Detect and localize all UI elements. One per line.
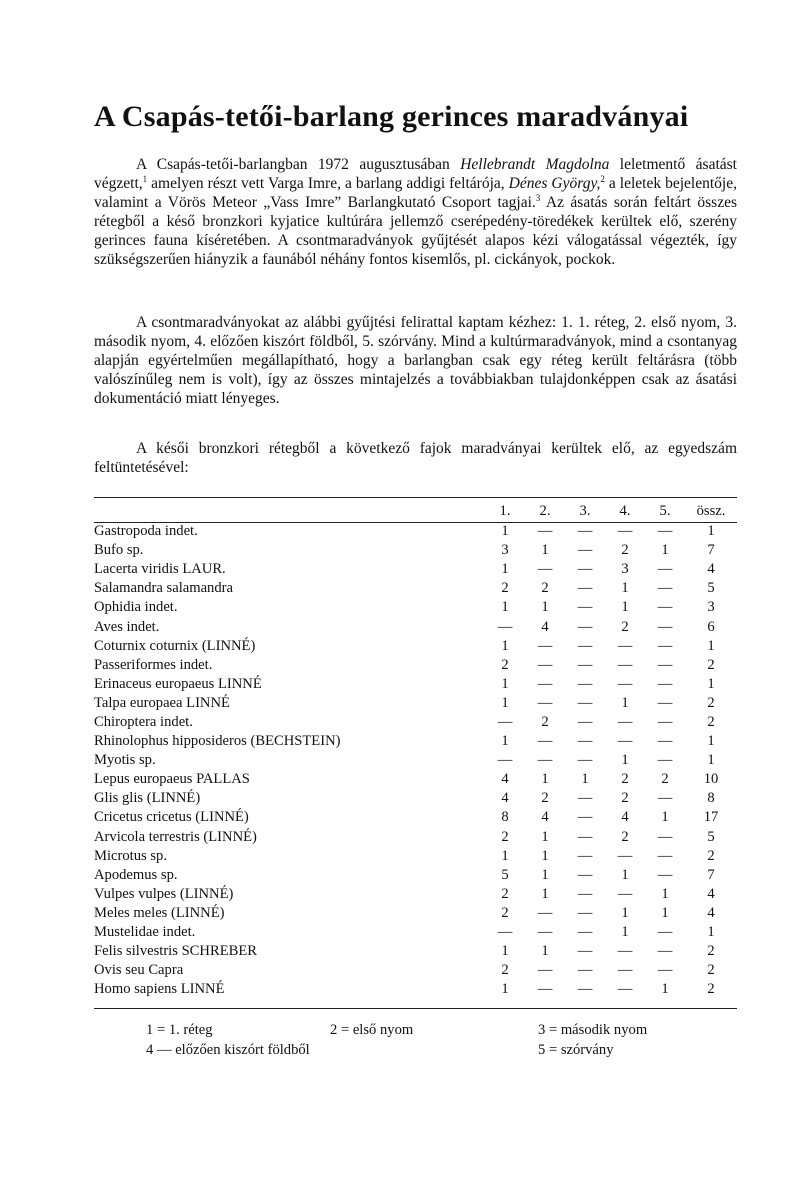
table-row [94,980,737,999]
count-cell-2: 2 [541,580,549,597]
count-cell-1: 1 [501,981,509,998]
table-bottom-rule [94,1008,737,1009]
count-cell-5: — [657,580,673,597]
species-name: Salamandra salamandra [94,580,233,597]
table-top-rule [94,497,737,498]
count-cell-3: — [577,885,593,902]
species-name: Lacerta viridis LAUR. [94,561,226,578]
count-cell-1: 1 [501,523,509,540]
count-cell-2: 4 [541,809,549,826]
count-cell-5: — [657,523,673,540]
paragraph-table-intro [94,440,737,478]
intro-text-e: Az ásatás során feltárt összes rétegből a késő bronzkori kyjatice kultúrára jellemző cserépedény-töredékek kerültek elő, szerény gerinces fauna kíséretében. A csontmaradványok gyűjtését alapos kézi válogatással végezték, így szükségszerűen hiányzik a faunából néhány fontos kisemlős, pl. cickányok, pockok. [94,193,737,268]
legend-item-2: 2 = első nyom [330,1022,414,1038]
count-cell-2: — [537,733,553,750]
table-row [94,732,737,751]
count-cell-5: — [657,962,673,979]
count-cell-4: 2 [621,618,629,635]
count-cell-5: — [657,790,673,807]
count-cell-4: — [617,962,633,979]
count-cell-3: — [577,675,593,692]
count-cell-5: — [657,733,673,750]
count-cell-4: 2 [621,542,629,559]
count-total: 8 [707,790,715,807]
count-cell-2: — [537,962,553,979]
intro-text-a: A Csapás-tetői-barlangban 1972 augusztusában [136,156,461,173]
count-cell-3: — [577,637,593,654]
count-total: 4 [707,885,715,902]
species-name: Felis silvestris SCHREBER [94,943,257,960]
species-name: Ophidia indet. [94,599,178,616]
count-cell-1: 1 [501,694,509,711]
count-cell-4: — [617,733,633,750]
count-cell-4: 2 [621,790,629,807]
count-cell-1: 2 [501,904,509,921]
count-total: 2 [707,981,715,998]
count-cell-5: 1 [661,885,669,902]
count-cell-1: 1 [501,733,509,750]
footnote-ref-1: 1 [142,173,148,184]
count-total: 4 [707,561,715,578]
count-cell-3: — [577,924,593,941]
count-cell-4: 4 [621,809,629,826]
footnote-ref-2: 2 [600,173,605,184]
count-cell-2: — [537,904,553,921]
table-row [94,579,737,598]
count-cell-1: 2 [501,656,509,673]
table-row [94,789,737,808]
count-cell-3: — [577,847,593,864]
count-cell-2: — [537,752,553,769]
column-header-4: 4. [619,502,631,519]
count-total: 3 [707,599,715,616]
table-row [94,751,737,770]
count-cell-1: 4 [501,790,509,807]
count-cell-3: — [577,580,593,597]
count-cell-1: 4 [501,771,509,788]
count-cell-1: 8 [501,809,509,826]
intro-text-b: leletmentő ásatást végzett, [94,156,737,192]
count-cell-4: 2 [621,771,629,788]
table-row [94,598,737,617]
species-name: Passeriformes indet. [94,656,213,673]
table-row [94,942,737,961]
count-cell-1: — [497,752,513,769]
count-cell-3: — [577,790,593,807]
paragraph-intro [94,156,737,269]
count-cell-1: 1 [501,943,509,960]
intro-text-d: a leletek bejelentője, valamint a Vörös Meteor „Vass Imre” Barlangkutató Csoport tagjai. [94,174,737,211]
count-cell-2: — [537,675,553,692]
count-cell-3: — [577,542,593,559]
count-cell-3: — [577,618,593,635]
count-cell-4: 1 [621,580,629,597]
count-cell-3: — [577,599,593,616]
count-cell-5: 2 [661,771,669,788]
count-cell-5: — [657,752,673,769]
column-header-1: 1. [499,502,511,519]
legend-item-5: 5 = szórvány [538,1042,614,1058]
count-cell-4: — [617,713,633,730]
species-name: Talpa europaea LINNÉ [94,694,230,711]
table-row [94,713,737,732]
count-cell-3: — [577,713,593,730]
footnote-ref-3: 3 [535,192,541,203]
legend-item-4: 4 — előzően kiszórt földből [146,1042,310,1058]
count-cell-1: 5 [501,866,509,883]
count-cell-3: — [577,904,593,921]
table-row [94,847,737,866]
count-cell-5: 1 [661,981,669,998]
table-row [94,675,737,694]
table-row [94,541,737,560]
count-cell-1: 3 [501,542,509,559]
collection-labels-text: A csontmaradványokat az alábbi gyűjtési felirattal kaptam kézhez: 1. 1. réteg, 2. első nyom, 3. második nyom, 4. előzően kiszórt földből, 5. szórvány. Mind a kultúrmaradványok, mind a csontanyag alapján egyértelműen megállapítható, hogy a barlangban csak egy réteg került feltárásra (több valószínűleg nem is volt), így az összes mintajelzés a továbbiakban tulajdonképpen csak az ásatási dokumentáció miatt lényeges. [94,314,737,407]
count-total: 17 [703,809,719,826]
count-cell-5: — [657,924,673,941]
count-cell-1: 1 [501,561,509,578]
count-cell-4: — [617,675,633,692]
species-name: Coturnix coturnix (LINNÉ) [94,637,256,654]
count-cell-5: 1 [661,542,669,559]
count-cell-3: 1 [581,771,589,788]
count-cell-1: 1 [501,847,509,864]
count-cell-3: — [577,943,593,960]
table-body [94,522,737,999]
species-name: Vulpes vulpes (LINNÉ) [94,885,234,902]
count-cell-5: — [657,618,673,635]
table-row [94,522,737,541]
count-cell-5: — [657,694,673,711]
count-cell-5: — [657,637,673,654]
count-cell-4: 1 [621,904,629,921]
species-name: Aves indet. [94,618,160,635]
table-row [94,828,737,847]
count-total: 5 [707,828,715,845]
count-cell-3: — [577,809,593,826]
count-total: 1 [707,733,715,750]
table-row [94,885,737,904]
column-header-5: 5. [659,502,671,519]
count-cell-4: 1 [621,924,629,941]
table-row [94,866,737,885]
fauna-table [94,500,737,999]
count-cell-2: 2 [541,790,549,807]
legend-item-3: 3 = második nyom [538,1022,648,1038]
species-name: Arvicola terrestris (LINNÉ) [94,828,257,845]
table-row [94,617,737,636]
count-cell-2: 1 [541,828,549,845]
count-total: 5 [707,580,715,597]
species-name: Lepus europaeus PALLAS [94,771,250,788]
table-row [94,560,737,579]
count-cell-2: — [537,637,553,654]
count-cell-4: — [617,943,633,960]
species-name: Meles meles (LINNÉ) [94,904,225,921]
page-title: A Csapás-tetői-barlang gerinces maradványai [94,100,689,133]
species-name: Chiroptera indet. [94,713,193,730]
species-name: Ovis seu Capra [94,962,184,979]
count-cell-5: — [657,866,673,883]
count-cell-2: 1 [541,943,549,960]
species-name: Myotis sp. [94,752,156,769]
count-cell-4: — [617,847,633,864]
count-cell-3: — [577,694,593,711]
count-cell-4: — [617,656,633,673]
count-cell-4: — [617,981,633,998]
table-row [94,770,737,789]
table-intro-text: A késői bronzkori rétegből a következő fajok maradványai kerültek elő, az egyedszám feltüntetésével: [94,440,737,476]
paragraph-collection-labels [94,314,737,409]
count-cell-5: — [657,561,673,578]
count-total: 7 [707,866,715,883]
count-cell-2: 1 [541,866,549,883]
species-name: Erinaceus europaeus LINNÉ [94,675,262,692]
person-name-denes: Dénes György, [508,174,601,192]
count-total: 6 [707,618,715,635]
species-name: Apodemus sp. [94,866,178,883]
count-cell-5: — [657,675,673,692]
species-name: Rhinolophus hipposideros (BECHSTEIN) [94,733,341,750]
count-total: 2 [707,962,715,979]
count-cell-2: — [537,656,553,673]
count-cell-2: 2 [541,713,549,730]
count-cell-3: — [577,866,593,883]
count-cell-1: 2 [501,828,509,845]
count-cell-1: 2 [501,885,509,902]
count-cell-2: 1 [541,542,549,559]
count-cell-2: — [537,924,553,941]
count-total: 2 [707,943,715,960]
count-cell-2: 1 [541,599,549,616]
count-cell-5: — [657,656,673,673]
table-row [94,694,737,713]
count-total: 1 [707,523,715,540]
column-header-3: 3. [579,502,591,519]
person-name-hellebrandt: Hellebrandt Magdolna [460,156,610,173]
count-cell-3: — [577,733,593,750]
count-cell-4: — [617,885,633,902]
count-cell-4: 1 [621,752,629,769]
count-cell-5: — [657,943,673,960]
species-column-header [94,500,485,522]
count-cell-1: 1 [501,675,509,692]
count-cell-2: — [537,523,553,540]
table-row [94,923,737,942]
count-total: 1 [707,637,715,654]
count-cell-2: 1 [541,847,549,864]
species-name: Gastropoda indet. [94,523,198,540]
table-row [94,656,737,675]
count-cell-3: — [577,561,593,578]
species-name: Microtus sp. [94,847,167,864]
count-total: 2 [707,694,715,711]
count-cell-2: — [537,694,553,711]
count-cell-4: 1 [621,599,629,616]
count-cell-5: 1 [661,809,669,826]
count-total: 1 [707,752,715,769]
species-name: Glis glis (LINNÉ) [94,790,201,807]
count-cell-2: 4 [541,618,549,635]
count-total: 4 [707,904,715,921]
count-cell-4: — [617,637,633,654]
table-row [94,904,737,923]
table-header-row [94,500,737,522]
species-name: Homo sapiens LINNÉ [94,981,225,998]
count-cell-2: 1 [541,885,549,902]
count-cell-1: — [497,618,513,635]
count-cell-1: 2 [501,580,509,597]
count-cell-1: 1 [501,637,509,654]
column-header-2: 2. [539,502,551,519]
count-cell-2: 1 [541,771,549,788]
count-cell-2: — [537,981,553,998]
count-cell-5: — [657,847,673,864]
count-cell-3: — [577,656,593,673]
count-total: 2 [707,656,715,673]
count-cell-4: — [617,523,633,540]
count-total: 2 [707,847,715,864]
count-total: 1 [707,924,715,941]
table-row [94,637,737,656]
count-cell-4: 1 [621,694,629,711]
count-cell-2: — [537,561,553,578]
species-name: Mustelidae indet. [94,924,196,941]
count-cell-3: — [577,962,593,979]
count-total: 2 [707,713,715,730]
count-cell-1: 1 [501,599,509,616]
count-total: 10 [703,771,719,788]
count-cell-3: — [577,523,593,540]
count-cell-4: 2 [621,828,629,845]
column-header-total: össz. [696,502,726,519]
count-cell-5: 1 [661,904,669,921]
table-row [94,808,737,827]
species-name: Bufo sp. [94,542,144,559]
count-cell-3: — [577,981,593,998]
count-total: 7 [707,542,715,559]
count-cell-1: 2 [501,962,509,979]
count-cell-4: 1 [621,866,629,883]
count-cell-5: — [657,599,673,616]
count-cell-5: — [657,828,673,845]
legend-item-1: 1 = 1. réteg [146,1022,213,1038]
table-row [94,961,737,980]
count-cell-4: 3 [621,561,629,578]
count-cell-1: — [497,713,513,730]
count-total: 1 [707,675,715,692]
species-name: Cricetus cricetus (LINNÉ) [94,809,249,826]
intro-text-c: amelyen részt vett Varga Imre, a barlang addigi feltárója, [147,174,509,192]
count-cell-5: — [657,713,673,730]
count-cell-1: — [497,924,513,941]
count-cell-3: — [577,752,593,769]
count-cell-3: — [577,828,593,845]
